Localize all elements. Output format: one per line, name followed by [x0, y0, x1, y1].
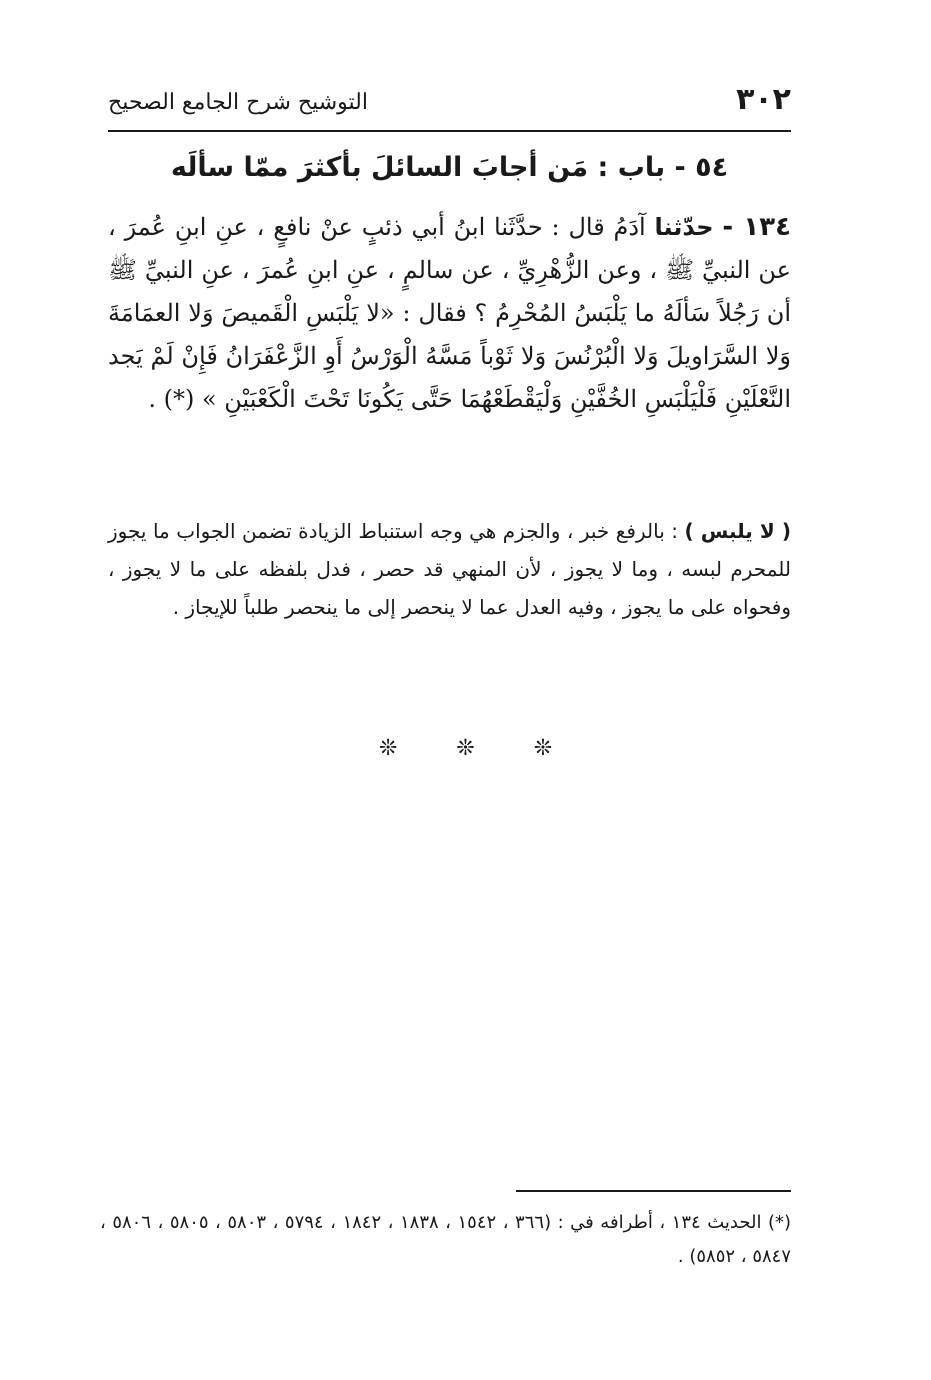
hadith-number: ١٣٤ - — [722, 212, 792, 242]
footnote: (*) الحديث ١٣٤ ، أطرافه في : (٣٦٦ ، ١٥٤٢ ، ١٨٣٨ ، ١٨٤٢ ، ٥٧٩٤ ، ٥٨٠٣ ، ٥٨٠٥ ، ٥٨٠٦ ، ٥٨٤٧ ، ٥٨٥٢) . — [100, 1212, 792, 1267]
separator-star-icon: ❊ — [456, 736, 475, 761]
book-title: التوشيح شرح الجامع الصحيح — [108, 90, 368, 115]
running-header — [108, 82, 791, 126]
commentary-paragraph — [108, 512, 791, 626]
page-number: ٣٠٢ — [736, 82, 791, 117]
separator-star-icon: ❊ — [533, 736, 553, 761]
hadith-text: آدَمُ قال : حدَّثَنا ابنُ أبي ذئبٍ عنْ نافعٍ ، عنِ ابنِ عُمرَ ، عن النبيِّ ﷺ ، وعن الزُّهْرِيِّ ، عن سالمٍ ، عنِ ابنِ عُمرَ ، عنِ النبيِّ ﷺ أن رَجُلاً سَألَهُ ما يَلْبَسُ المُحْرِمُ ؟ فقال : «لا يَلْبَسِ الْقَميصَ وَلا العمَامَةَ وَلا السَّرَاويلَ وَلا الْبُرْنُسَ وَلا ثَوْباً مَسَّهُ الْوَرْسُ أَوِ الزَّعْفَرَانُ فَإِنْ لَمْ يَجد النَّعْلَيْنِ فَلْيَلْبَسِ الخُفَّيْنِ وَلْيَقْطَعْهُمَا حَتَّى يَكُونَا تَحْتَ الْكَعْبَيْنِ » (*) . — [108, 213, 791, 413]
hadith-lead: حدّثنا — [654, 213, 714, 241]
separator-star-icon: ❊ — [378, 736, 398, 761]
hadith-paragraph — [108, 206, 791, 421]
section-separator — [0, 736, 931, 761]
header-rule — [108, 130, 791, 132]
commentary-text: : بالرفع خبر ، والجزم هي وجه استنباط الزيادة تضمن الجواب ما يجوز للمحرم لبسه ، وما لا يجوز ، لأن المنهي قد حصر ، فدل بلفظه على ما لا يجوز ، وفحواه على ما يجوز ، وفيه العدل عما لا ينحصر إلى ما ينحصر طلباً للإيجاز . — [108, 519, 791, 619]
commentary-term: ( لا يلبس ) — [684, 519, 792, 543]
footnote-rule — [516, 1190, 791, 1192]
chapter-heading: ٥٤ - باب : مَن أجابَ السائلَ بأكثرَ ممّا سألَه — [170, 152, 729, 183]
